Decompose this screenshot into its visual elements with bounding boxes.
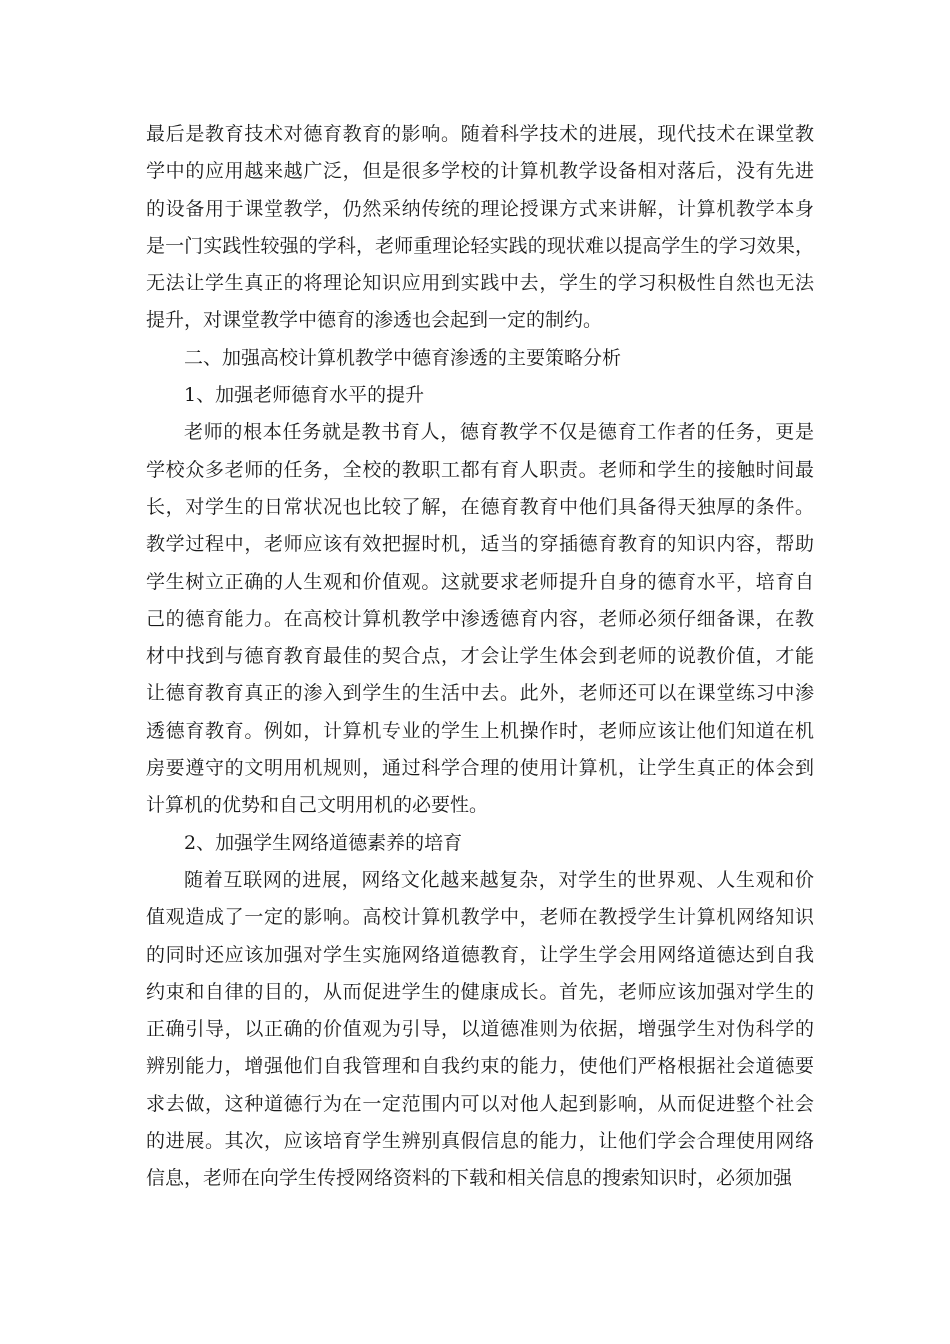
text-line: 教学过程中，老师应该有效把握时机，适当的穿插德育教育的知识内容，帮助 [146,533,814,556]
text-line: 让德育教育真正的渗入到学生的生活中去。此外，老师还可以在课堂练习中渗 [146,682,814,705]
section-heading [146,825,814,862]
text-line: 长，对学生的日常状况也比较了解，在德育教育中他们具备得天独厚的条件。 [146,495,814,518]
text-line: 提升，对课堂教学中德育的渗透也会起到一定的制约。 [146,309,603,332]
text-line: 己的德育能力。在高校计算机教学中渗透德育内容，老师必须仔细备课，在教 [146,607,814,630]
paragraph [146,862,814,1198]
text-line: 透德育教育。例如，计算机专业的学生上机操作时，老师应该让他们知道在机 [146,719,814,742]
text-line: 最后是教育技术对德育教育的影响。随着科学技术的进展，现代技术在课堂教 [146,123,814,145]
text-line: 的设备用于课堂教学，仍然采纳传统的理论授课方式来讲解，计算机教学本身 [146,197,814,220]
text-line: 学校众多老师的任务，全校的教职工都有育人职责。老师和学生的接触时间最 [146,458,814,481]
text-line: 是一门实践性较强的学科，老师重理论轻实践的现状难以提高学生的学习效果， [146,234,814,257]
text-line: 信息，老师在向学生传授网络资料的下载和相关信息的搜索知识时，必须加强 [146,1167,793,1190]
text-line: 老师的根本任务就是教书育人，德育教学不仅是德育工作者的任务，更是 [184,421,814,444]
text-line: 辨别能力，增强他们自我管理和自我约束的能力，使他们严格根据社会道德要 [146,1055,814,1078]
text-line: 正确引导，以正确的价值观为引导，以道德准则为依据，增强学生对伪科学的 [146,1018,814,1041]
text-line: 2、加强学生网络道德素养的培育 [184,831,463,854]
text-line: 约束和自律的目的，从而促进学生的健康成长。首先，老师应该加强对学生的 [146,980,814,1003]
document-body [146,116,814,1198]
section-heading [146,377,814,414]
paragraph [146,414,814,824]
section-heading [146,340,814,377]
text-line: 学中的应用越来越广泛，但是很多学校的计算机教学设备相对落后，没有先进 [146,160,814,183]
text-line: 计算机的优势和自己文明用机的必要性。 [146,794,489,817]
text-line: 1、加强老师德育水平的提升 [184,384,425,407]
text-line: 无法让学生真正的将理论知识应用到实践中去，学生的学习积极性自然也无法 [146,272,814,295]
text-line: 二、加强高校计算机教学中德育渗透的主要策略分析 [184,346,622,369]
text-line: 的同时还应该加强对学生实施网络道德教育，让学生学会用网络道德达到自我 [146,943,814,966]
text-line: 求去做，这种道德行为在一定范围内可以对他人起到影响，从而促进整个社会 [146,1092,814,1115]
text-line: 值观造成了一定的影响。高校计算机教学中，老师在教授学生计算机网络知识 [146,906,814,929]
text-line: 房要遵守的文明用机规则，通过科学合理的使用计算机，让学生真正的体会到 [146,757,814,780]
text-line: 的进展。其次，应该培育学生辨别真假信息的能力，让他们学会合理使用网络 [146,1130,814,1153]
text-line: 材中找到与德育教育最佳的契合点，才会让学生体会到老师的说教价值，才能 [146,645,814,668]
text-line: 学生树立正确的人生观和价值观。这就要求老师提升自身的德育水平，培育自 [146,570,814,593]
paragraph [146,116,814,340]
text-line: 随着互联网的进展，网络文化越来越复杂，对学生的世界观、人生观和价 [184,868,814,891]
